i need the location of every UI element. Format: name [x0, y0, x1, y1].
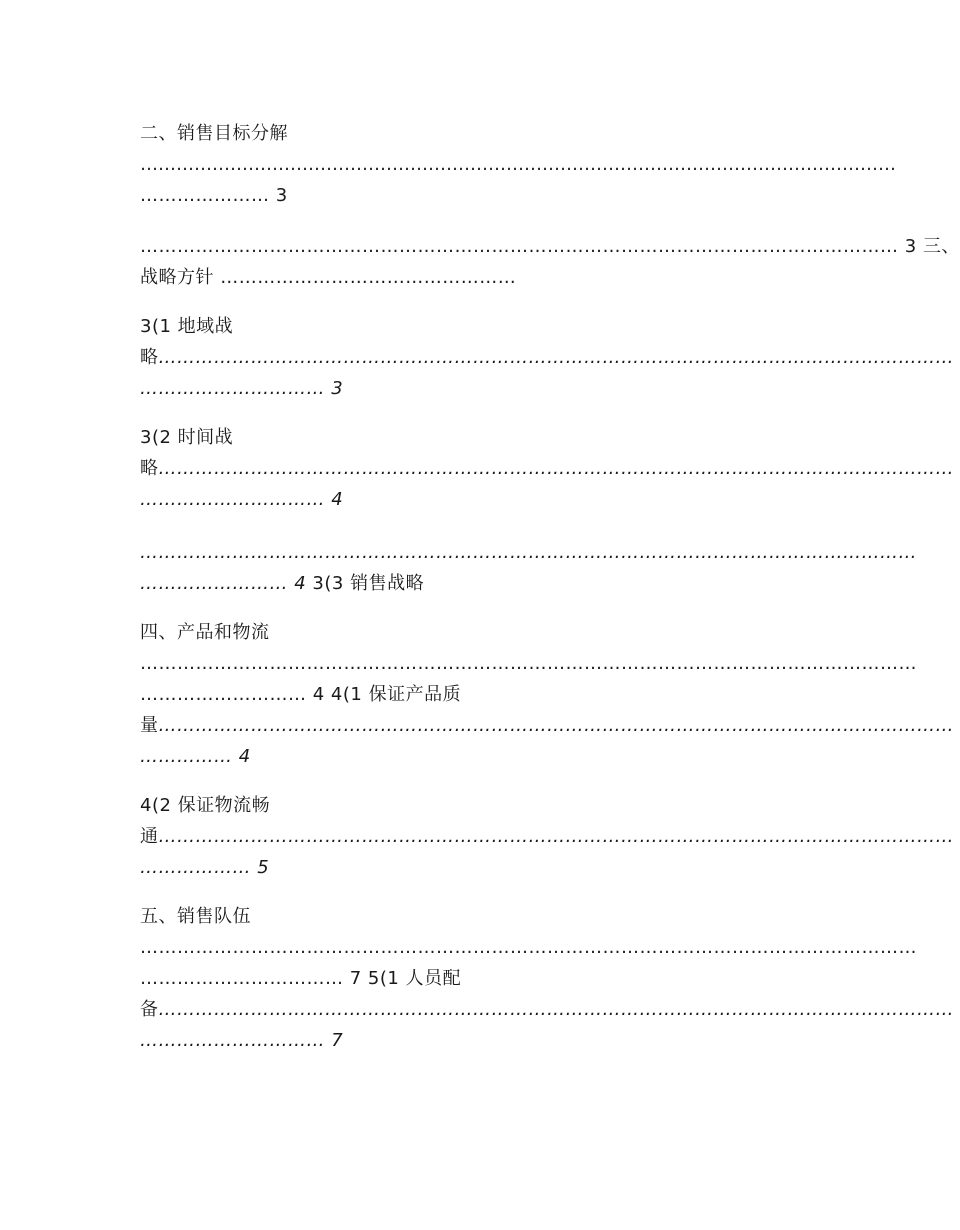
toc-dot-leader: ………………………… [140, 489, 325, 510]
toc-dot-leader: ……………………………………………………………………………………………………………… [140, 154, 896, 175]
toc-dot-leader: ………………………………………………………………………………………………………………… [158, 826, 954, 847]
toc-entry-line [140, 342, 954, 373]
toc-entry-line [140, 994, 954, 1025]
toc-entry-line [140, 963, 808, 994]
toc-entry-line [140, 679, 808, 710]
toc-entry-title-tail: 备 [140, 999, 159, 1020]
toc-dot-leader: ……………………………………………………………………………………………………………… [140, 937, 917, 958]
toc-entry-line [140, 537, 917, 568]
toc-entry-logistics-flow [140, 790, 954, 883]
toc-entry-sales-team [140, 901, 954, 1056]
toc-entry-line [140, 568, 808, 599]
toc-entry-time-strategy [140, 422, 954, 515]
toc-dot-leader: ……………………… [140, 684, 307, 705]
toc-dot-leader: …………………………… [140, 968, 344, 989]
toc-entry-line [140, 648, 917, 679]
toc-entry-title: 二、销售目标分解 [140, 123, 288, 144]
toc-dot-leader: ………………………………………………………………………………………………………………… [158, 347, 954, 368]
toc-entry-line [140, 1025, 808, 1056]
toc-dot-leader: ………………………………………………………………………………………………………………… [158, 999, 954, 1020]
toc-entry-regional-strategy [140, 311, 954, 404]
toc-entry-line [140, 741, 808, 772]
toc-entry-title-tail: 略 [140, 458, 159, 479]
toc-page-number: 4 [312, 684, 325, 705]
toc-entry-line [140, 932, 917, 963]
toc-entry-sales-strategy [140, 537, 917, 599]
toc-entry-line [140, 231, 960, 262]
toc-dot-leader: …………… [140, 746, 233, 767]
toc-entry-title: 5(1 人员配 [367, 968, 462, 989]
toc-dot-leader: ………………………… [140, 378, 325, 399]
toc-entry-title-prefix: 三、 [922, 236, 960, 257]
toc-dot-leader: ………………………………………………………………………………………………………………… [158, 458, 954, 479]
toc-entry-title: 战略方针 [140, 267, 214, 288]
toc-entry-title: 3(1 地域战 [140, 316, 234, 337]
toc-entry-title: 3(2 时间战 [140, 427, 234, 448]
toc-entry-title: 五、销售队伍 [140, 906, 251, 927]
toc-dot-leader: ……………………………………………………………………………………………………………… [140, 653, 917, 674]
toc-entry-line [140, 852, 808, 883]
toc-entry-line [140, 484, 808, 515]
toc-page-number: 3 [275, 185, 288, 206]
toc-page-number: 4 [294, 573, 307, 594]
toc-dot-leader: ………………………………………… [220, 267, 517, 288]
toc-entry-title: 4(2 保证物流畅 [140, 795, 271, 816]
toc-dot-leader: ………………… [140, 185, 270, 206]
toc-dot-leader: ……………………………………………………………………………………………………………… [140, 542, 917, 563]
toc-dot-leader: …………………………………………………………………………………………………………… [140, 236, 899, 257]
toc-page-number: 3 [331, 378, 344, 399]
toc-dot-leader: ……………… [140, 857, 251, 878]
toc-page-number: 5 [257, 857, 270, 878]
toc-entry-line [140, 821, 954, 852]
toc-page-number: 4 [238, 746, 251, 767]
toc-dot-leader: ………………………… [140, 1030, 325, 1051]
table-of-contents [140, 118, 960, 1074]
toc-entry-line [140, 373, 808, 404]
toc-entry-line [140, 710, 954, 741]
toc-entry-title-tail: 略 [140, 347, 159, 368]
toc-dot-leader: ………………………………………………………………………………………………………………… [158, 715, 954, 736]
toc-entry-product-logistics [140, 617, 954, 772]
toc-entry-title: 3(3 销售战略 [312, 573, 425, 594]
toc-page-number: 3 [904, 236, 917, 257]
toc-dot-leader-end [140, 180, 808, 211]
toc-page-number: 4 [331, 489, 344, 510]
toc-entry-line [140, 262, 808, 293]
toc-entry-title: 4(1 保证产品质 [330, 684, 462, 705]
toc-entry-sales-target [140, 118, 896, 211]
toc-entry-title: 四、产品和物流 [140, 622, 270, 643]
toc-page-number: 7 [349, 968, 362, 989]
toc-page-number: 7 [331, 1030, 344, 1051]
toc-entry-strategy [140, 231, 960, 293]
toc-entry-title-tail: 量 [140, 715, 159, 736]
toc-entry-title-tail: 通 [140, 826, 159, 847]
toc-dot-leader: …………………… [140, 573, 288, 594]
toc-entry-line [140, 453, 954, 484]
